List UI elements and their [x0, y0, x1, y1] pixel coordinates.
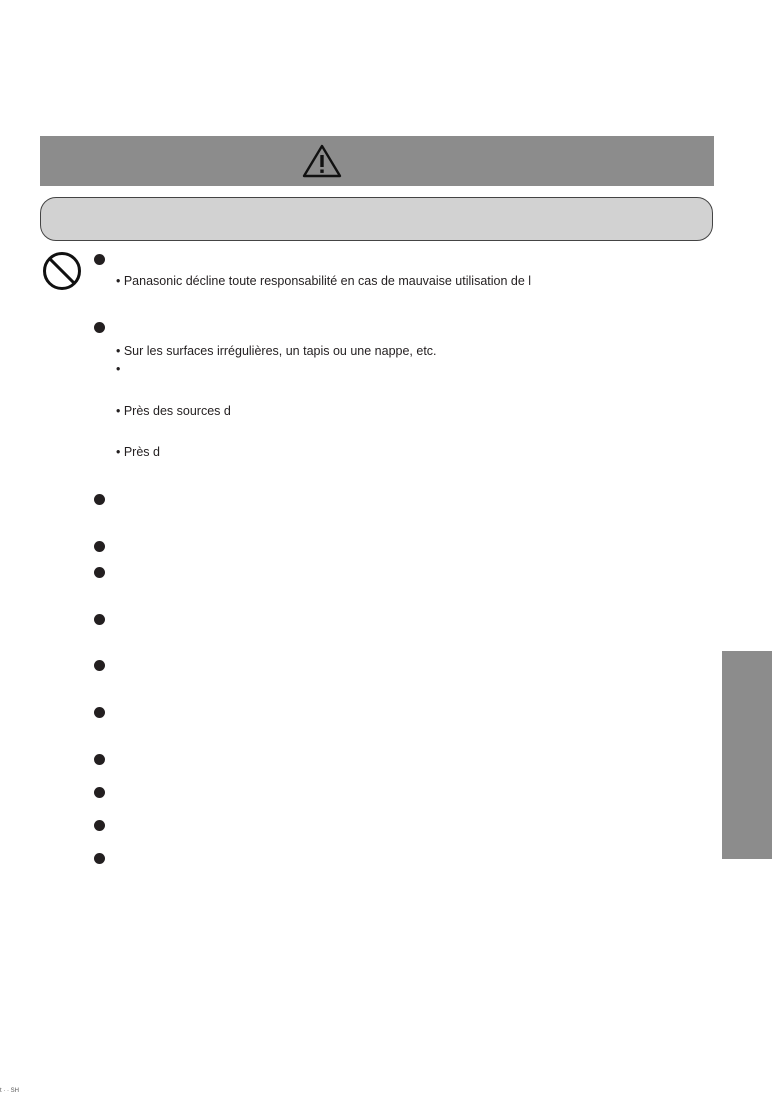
warning-banner: [40, 136, 714, 186]
warning-triangle-icon: [302, 144, 342, 178]
bullet-dot: [94, 567, 105, 578]
bullet-dot: [94, 322, 105, 333]
bullet-dot: [94, 707, 105, 718]
bullet-dot: [94, 541, 105, 552]
bullet-dot: [94, 494, 105, 505]
sub-item-text: • Près d: [116, 445, 160, 459]
sub-item-text: •: [116, 362, 121, 376]
side-section-tab: [722, 651, 772, 859]
bullet-dot: [94, 853, 105, 864]
footer-mark: t · · SH: [0, 1088, 19, 1094]
prohibited-icon: [42, 251, 82, 291]
bullet-dot: [94, 820, 105, 831]
section-header-pill: [40, 197, 713, 241]
sub-item-text: • Sur les surfaces irrégulières, un tapis ou une nappe, etc.: [116, 344, 437, 358]
bullet-dot: [94, 787, 105, 798]
sub-item-text: • Panasonic décline toute responsabilité en cas de mauvaise utilisation de l: [116, 274, 532, 288]
bullet-dot: [94, 754, 105, 765]
bullet-dot: [94, 660, 105, 671]
bullet-dot: [94, 254, 105, 265]
bullet-dot: [94, 614, 105, 625]
sub-item-text: • Près des sources d: [116, 404, 231, 418]
